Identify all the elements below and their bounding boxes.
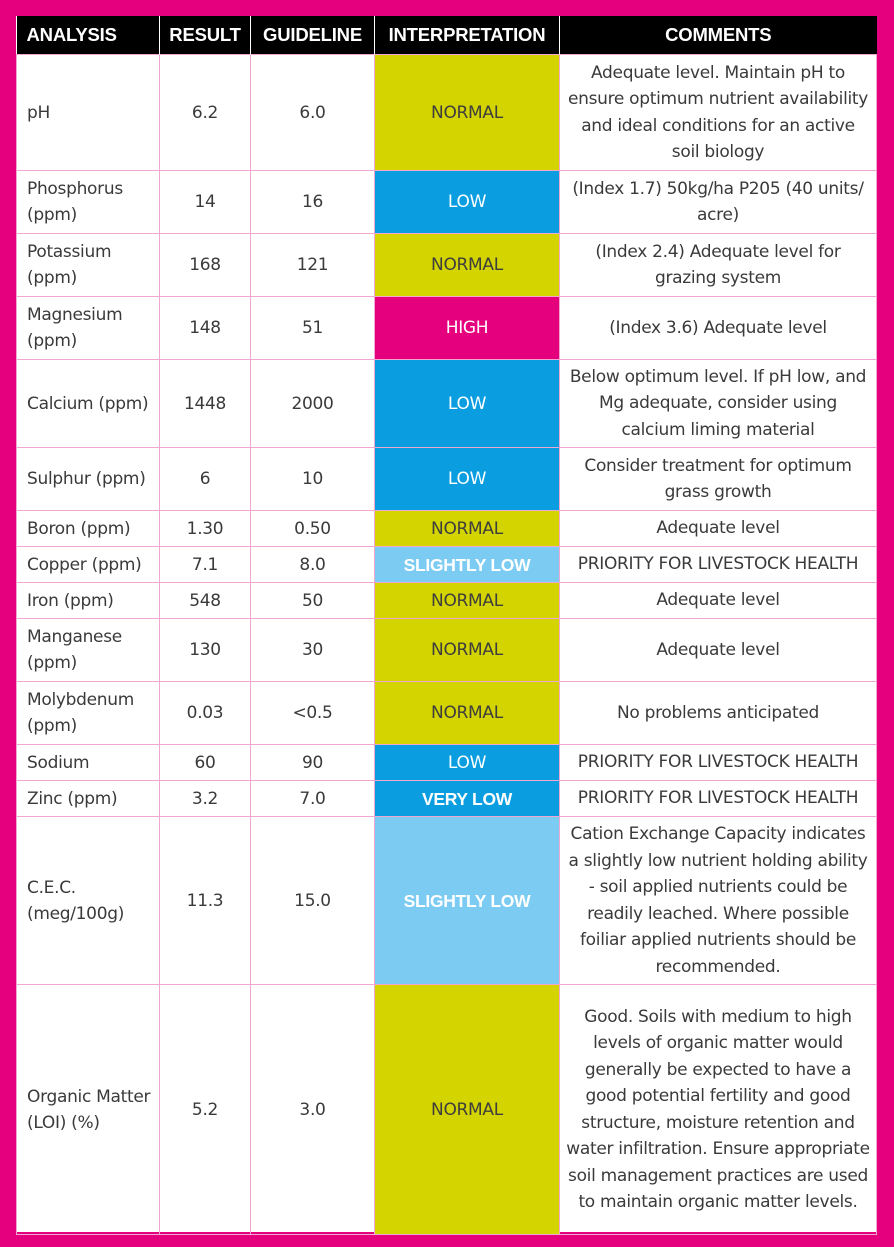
- analysis-cell: Zinc (ppm): [17, 781, 160, 817]
- analysis-cell: Iron (ppm): [17, 583, 160, 619]
- result-cell: 60: [160, 745, 251, 781]
- guideline-cell: 10: [251, 448, 375, 511]
- guideline-cell: 8.0: [251, 547, 375, 583]
- interpretation-cell: SLIGHTLY LOW: [375, 547, 560, 583]
- soil-analysis-table: [16, 16, 877, 1235]
- analysis-cell: Sulphur (ppm): [17, 448, 160, 511]
- guideline-cell: 15.0: [251, 817, 375, 985]
- result-cell: 168: [160, 234, 251, 297]
- table-row: [17, 985, 877, 1235]
- comment-cell: (Index 1.7) 50kg/ha P205 (40 units/ acre): [560, 171, 877, 234]
- comment-cell: PRIORITY FOR LIVESTOCK HEALTH: [560, 745, 877, 781]
- table-row: [17, 817, 877, 985]
- analysis-cell: Potassium (ppm): [17, 234, 160, 297]
- analysis-cell: Copper (ppm): [17, 547, 160, 583]
- guideline-cell: 16: [251, 171, 375, 234]
- table-row: [17, 448, 877, 511]
- interpretation-cell: NORMAL: [375, 511, 560, 547]
- soil-analysis-sheet: [16, 16, 876, 1232]
- guideline-cell: 30: [251, 619, 375, 682]
- interpretation-cell: HIGH: [375, 297, 560, 360]
- analysis-cell: C.E.C. (meg/100g): [17, 817, 160, 985]
- comment-cell: No problems anticipated: [560, 682, 877, 745]
- comment-cell: Adequate level. Maintain pH to ensure optimum nutrient availability and ideal conditions for an active soil biology: [560, 55, 877, 171]
- comment-cell: Good. Soils with medium to high levels of organic matter would generally be expected to have a good potential fertility and good structure, moisture retention and water infiltration. Ensure appropriate soil management practices are used to maintain organic matter levels.: [560, 985, 877, 1235]
- result-cell: 6: [160, 448, 251, 511]
- result-cell: 14: [160, 171, 251, 234]
- table-row: [17, 745, 877, 781]
- result-cell: 6.2: [160, 55, 251, 171]
- result-cell: 1448: [160, 360, 251, 448]
- comment-cell: Below optimum level. If pH low, and Mg adequate, consider using calcium liming material: [560, 360, 877, 448]
- interpretation-cell: LOW: [375, 745, 560, 781]
- header-analysis: ANALYSIS: [17, 16, 160, 55]
- table-row: [17, 511, 877, 547]
- header-result: RESULT: [160, 16, 251, 55]
- interpretation-cell: VERY LOW: [375, 781, 560, 817]
- guideline-cell: 3.0: [251, 985, 375, 1235]
- result-cell: 0.03: [160, 682, 251, 745]
- comment-cell: Cation Exchange Capacity indicates a slightly low nutrient holding ability - soil applied nutrients could be readily leached. Where possible foiliar applied nutrients should be recommended.: [560, 817, 877, 985]
- table-row: [17, 55, 877, 171]
- interpretation-cell: NORMAL: [375, 583, 560, 619]
- analysis-cell: pH: [17, 55, 160, 171]
- interpretation-cell: SLIGHTLY LOW: [375, 817, 560, 985]
- comment-cell: Adequate level: [560, 619, 877, 682]
- comment-cell: (Index 3.6) Adequate level: [560, 297, 877, 360]
- analysis-cell: Organic Matter (LOI) (%): [17, 985, 160, 1235]
- table-row: [17, 234, 877, 297]
- guideline-cell: 90: [251, 745, 375, 781]
- analysis-cell: Sodium: [17, 745, 160, 781]
- result-cell: 3.2: [160, 781, 251, 817]
- guideline-cell: <0.5: [251, 682, 375, 745]
- analysis-cell: Manganese (ppm): [17, 619, 160, 682]
- interpretation-cell: NORMAL: [375, 985, 560, 1235]
- header-guideline: GUIDELINE: [251, 16, 375, 55]
- interpretation-cell: LOW: [375, 360, 560, 448]
- result-cell: 7.1: [160, 547, 251, 583]
- table-row: [17, 583, 877, 619]
- comment-cell: PRIORITY FOR LIVESTOCK HEALTH: [560, 547, 877, 583]
- result-cell: 11.3: [160, 817, 251, 985]
- comment-cell: Adequate level: [560, 583, 877, 619]
- result-cell: 148: [160, 297, 251, 360]
- analysis-cell: Calcium (ppm): [17, 360, 160, 448]
- table-row: [17, 619, 877, 682]
- result-cell: 1.30: [160, 511, 251, 547]
- interpretation-cell: NORMAL: [375, 55, 560, 171]
- table-row: [17, 360, 877, 448]
- interpretation-cell: LOW: [375, 171, 560, 234]
- result-cell: 548: [160, 583, 251, 619]
- analysis-cell: Molybdenum (ppm): [17, 682, 160, 745]
- guideline-cell: 6.0: [251, 55, 375, 171]
- interpretation-cell: NORMAL: [375, 234, 560, 297]
- comment-cell: Consider treatment for optimum grass growth: [560, 448, 877, 511]
- table-row: [17, 682, 877, 745]
- guideline-cell: 51: [251, 297, 375, 360]
- header-interpretation: INTERPRETATION: [375, 16, 560, 55]
- result-cell: 5.2: [160, 985, 251, 1235]
- comment-cell: Adequate level: [560, 511, 877, 547]
- guideline-cell: 0.50: [251, 511, 375, 547]
- guideline-cell: 2000: [251, 360, 375, 448]
- result-cell: 130: [160, 619, 251, 682]
- analysis-cell: Magnesium (ppm): [17, 297, 160, 360]
- interpretation-cell: LOW: [375, 448, 560, 511]
- table-header-row: [17, 16, 877, 55]
- table-row: [17, 781, 877, 817]
- guideline-cell: 121: [251, 234, 375, 297]
- guideline-cell: 50: [251, 583, 375, 619]
- guideline-cell: 7.0: [251, 781, 375, 817]
- comment-cell: PRIORITY FOR LIVESTOCK HEALTH: [560, 781, 877, 817]
- interpretation-cell: NORMAL: [375, 682, 560, 745]
- analysis-cell: Boron (ppm): [17, 511, 160, 547]
- table-row: [17, 547, 877, 583]
- table-row: [17, 171, 877, 234]
- analysis-cell: Phosphorus (ppm): [17, 171, 160, 234]
- comment-cell: (Index 2.4) Adequate level for grazing system: [560, 234, 877, 297]
- header-comments: COMMENTS: [560, 16, 877, 55]
- table-row: [17, 297, 877, 360]
- interpretation-cell: NORMAL: [375, 619, 560, 682]
